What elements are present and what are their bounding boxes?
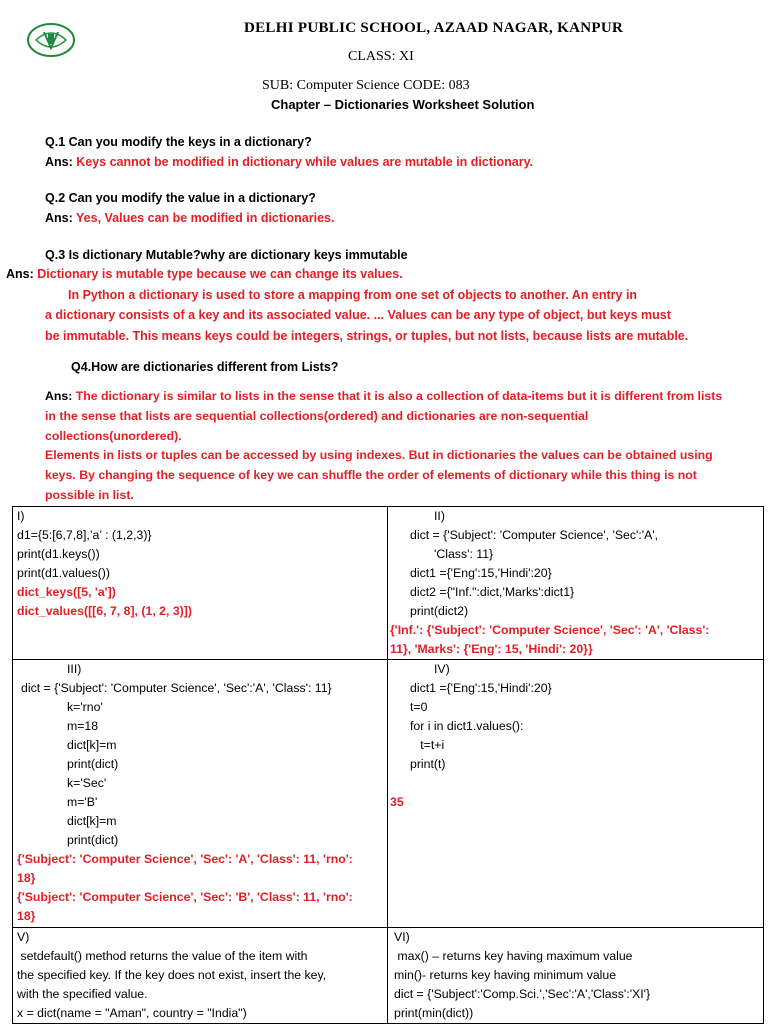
question-4: Q4.How are dictionaries different from Lists? bbox=[71, 360, 339, 374]
code-line: k='rno' bbox=[67, 700, 103, 714]
answer-label: Ans: bbox=[45, 211, 77, 225]
answer-1 bbox=[45, 152, 533, 173]
code-line: 'Class': 11} bbox=[434, 547, 494, 561]
code-line: dict2 ={"Inf.":dict,'Marks':dict1} bbox=[410, 585, 575, 599]
answer-label: Ans: bbox=[6, 267, 38, 281]
answer-text: be immutable. This means keys could be integers, strings, or tuples, but not lists, because lists are mutable. bbox=[45, 328, 689, 343]
code-line: m=18 bbox=[67, 719, 99, 733]
cell-example-1 bbox=[13, 507, 388, 660]
code-line: print(t) bbox=[410, 757, 446, 771]
table-row bbox=[13, 507, 764, 660]
output-line: 35 bbox=[390, 795, 404, 809]
answer-text: in the sense that lists are sequential collections(ordered) and dictionaries are non-sequential bbox=[45, 408, 589, 423]
code-line: print(dict) bbox=[67, 757, 119, 771]
output-line: 11}, 'Marks': {'Eng': 15, 'Hindi': 20}} bbox=[390, 642, 593, 656]
question-3: Q.3 Is dictionary Mutable?why are dictionary keys immutable bbox=[45, 248, 408, 262]
cell-example-4 bbox=[388, 660, 764, 928]
example-label: I) bbox=[17, 509, 25, 523]
answer-text: a dictionary consists of a key and its associated value. ... Values can be any type of object, but keys must bbox=[45, 308, 671, 322]
table-row bbox=[13, 928, 764, 1024]
code-line: dict1 ={'Eng':15,'Hindi':20} bbox=[410, 681, 552, 695]
output-line: {'Subject': 'Computer Science', 'Sec': 'B', 'Class': 11, 'rno': bbox=[17, 890, 353, 904]
answer-text: Yes, Values can be modified in dictionaries. bbox=[76, 211, 335, 225]
text-line: print(min(dict)) bbox=[394, 1006, 474, 1020]
code-line: m='B' bbox=[67, 795, 98, 809]
text-line: the specified key. If the key does not exist, insert the key, bbox=[17, 968, 327, 982]
text-line: dict = {'Subject':'Comp.Sci.','Sec':'A','Class':'XI'} bbox=[394, 987, 651, 1001]
code-line: dict[k]=m bbox=[67, 738, 117, 752]
cell-example-3 bbox=[13, 660, 388, 928]
output-line: {'Inf.': {'Subject': 'Computer Science', 'Sec': 'A', 'Class': bbox=[390, 623, 710, 637]
example-label: II) bbox=[434, 509, 445, 523]
answer-text: collections(unordered). bbox=[45, 428, 182, 443]
answer-text: possible in list. bbox=[45, 487, 134, 502]
output-line: dict_values([[6, 7, 8], (1, 2, 3)]) bbox=[17, 604, 192, 618]
text-line: min()- returns key having minimum value bbox=[394, 968, 617, 982]
answer-label: Ans: bbox=[45, 155, 77, 169]
answer-label: Ans: bbox=[45, 389, 76, 403]
subject-line: SUB: Computer Science CODE: 083 bbox=[262, 78, 470, 93]
text-line: max() – returns key having maximum value bbox=[394, 949, 633, 963]
code-line: print(d1.keys()) bbox=[17, 547, 100, 561]
code-line: dict1 ={'Eng':15,'Hindi':20} bbox=[410, 566, 552, 580]
code-examples-table bbox=[12, 506, 764, 1024]
text-line: with the specified value. bbox=[17, 987, 148, 1001]
code-line: print(dict) bbox=[67, 833, 119, 847]
example-label: III) bbox=[67, 662, 82, 676]
code-line: t=0 bbox=[410, 700, 428, 714]
code-line: dict = {'Subject': 'Computer Science', 'Sec':'A', 'Class': 11} bbox=[21, 681, 332, 695]
table-row bbox=[13, 660, 764, 928]
output-line: 18} bbox=[17, 871, 36, 885]
school-name: DELHI PUBLIC SCHOOL, AZAAD NAGAR, KANPUR bbox=[244, 20, 624, 36]
answer-text: Dictionary is mutable type because we can change its values. bbox=[37, 267, 403, 281]
code-line: k='Sec' bbox=[67, 776, 107, 790]
answer-text: Keys cannot be modified in dictionary while values are mutable in dictionary. bbox=[76, 155, 534, 169]
answer-text: keys. By changing the sequence of key we can shuffle the order of elements of dictionary while this thing is not bbox=[45, 468, 697, 483]
class-line: CLASS: XI bbox=[348, 49, 414, 64]
code-line: print(dict2) bbox=[410, 604, 469, 618]
cell-example-2 bbox=[388, 507, 764, 660]
output-line: {'Subject': 'Computer Science', 'Sec': 'A', 'Class': 11, 'rno': bbox=[17, 852, 353, 866]
example-label: V) bbox=[17, 930, 30, 944]
question-2: Q.2 Can you modify the value in a dictionary? bbox=[45, 191, 316, 205]
answer-4 bbox=[45, 387, 722, 506]
code-line: d1={5:[6,7,8],’a’ : (1,2,3)} bbox=[17, 528, 152, 542]
cell-example-6 bbox=[388, 928, 764, 1024]
code-line: dict[k]=m bbox=[67, 814, 117, 828]
code-line: dict = {'Subject': 'Computer Science', 'Sec':'A', bbox=[410, 528, 659, 542]
answer-text: In Python a dictionary is used to store a mapping from one set of objects to another. An entry in bbox=[68, 287, 638, 302]
answer-3 bbox=[6, 264, 688, 346]
example-label: IV) bbox=[434, 662, 450, 676]
cell-example-5 bbox=[13, 928, 388, 1024]
code-line: t=t+i bbox=[410, 738, 445, 752]
question-1: Q.1 Can you modify the keys in a dictionary? bbox=[45, 135, 312, 149]
school-logo-icon bbox=[26, 22, 76, 58]
answer-text: Elements in lists or tuples can be accessed by using indexes. But in dictionaries the values can be obtained using bbox=[45, 448, 713, 463]
answer-text: The dictionary is similar to lists in the sense that it is also a collection of data-items but it is different from lists bbox=[75, 389, 723, 403]
example-label: VI) bbox=[394, 930, 410, 944]
text-line: setdefault() method returns the value of the item with bbox=[17, 949, 308, 963]
output-line: dict_keys([5, 'a']) bbox=[17, 585, 116, 599]
answer-2 bbox=[45, 208, 334, 229]
output-line: 18} bbox=[17, 909, 36, 923]
code-line: for i in dict1.values(): bbox=[410, 719, 524, 733]
chapter-title: Chapter – Dictionaries Worksheet Solution bbox=[271, 97, 535, 112]
code-line: print(d1.values()) bbox=[17, 566, 110, 580]
text-line: x = dict(name = "Aman", country = "India") bbox=[17, 1006, 247, 1020]
